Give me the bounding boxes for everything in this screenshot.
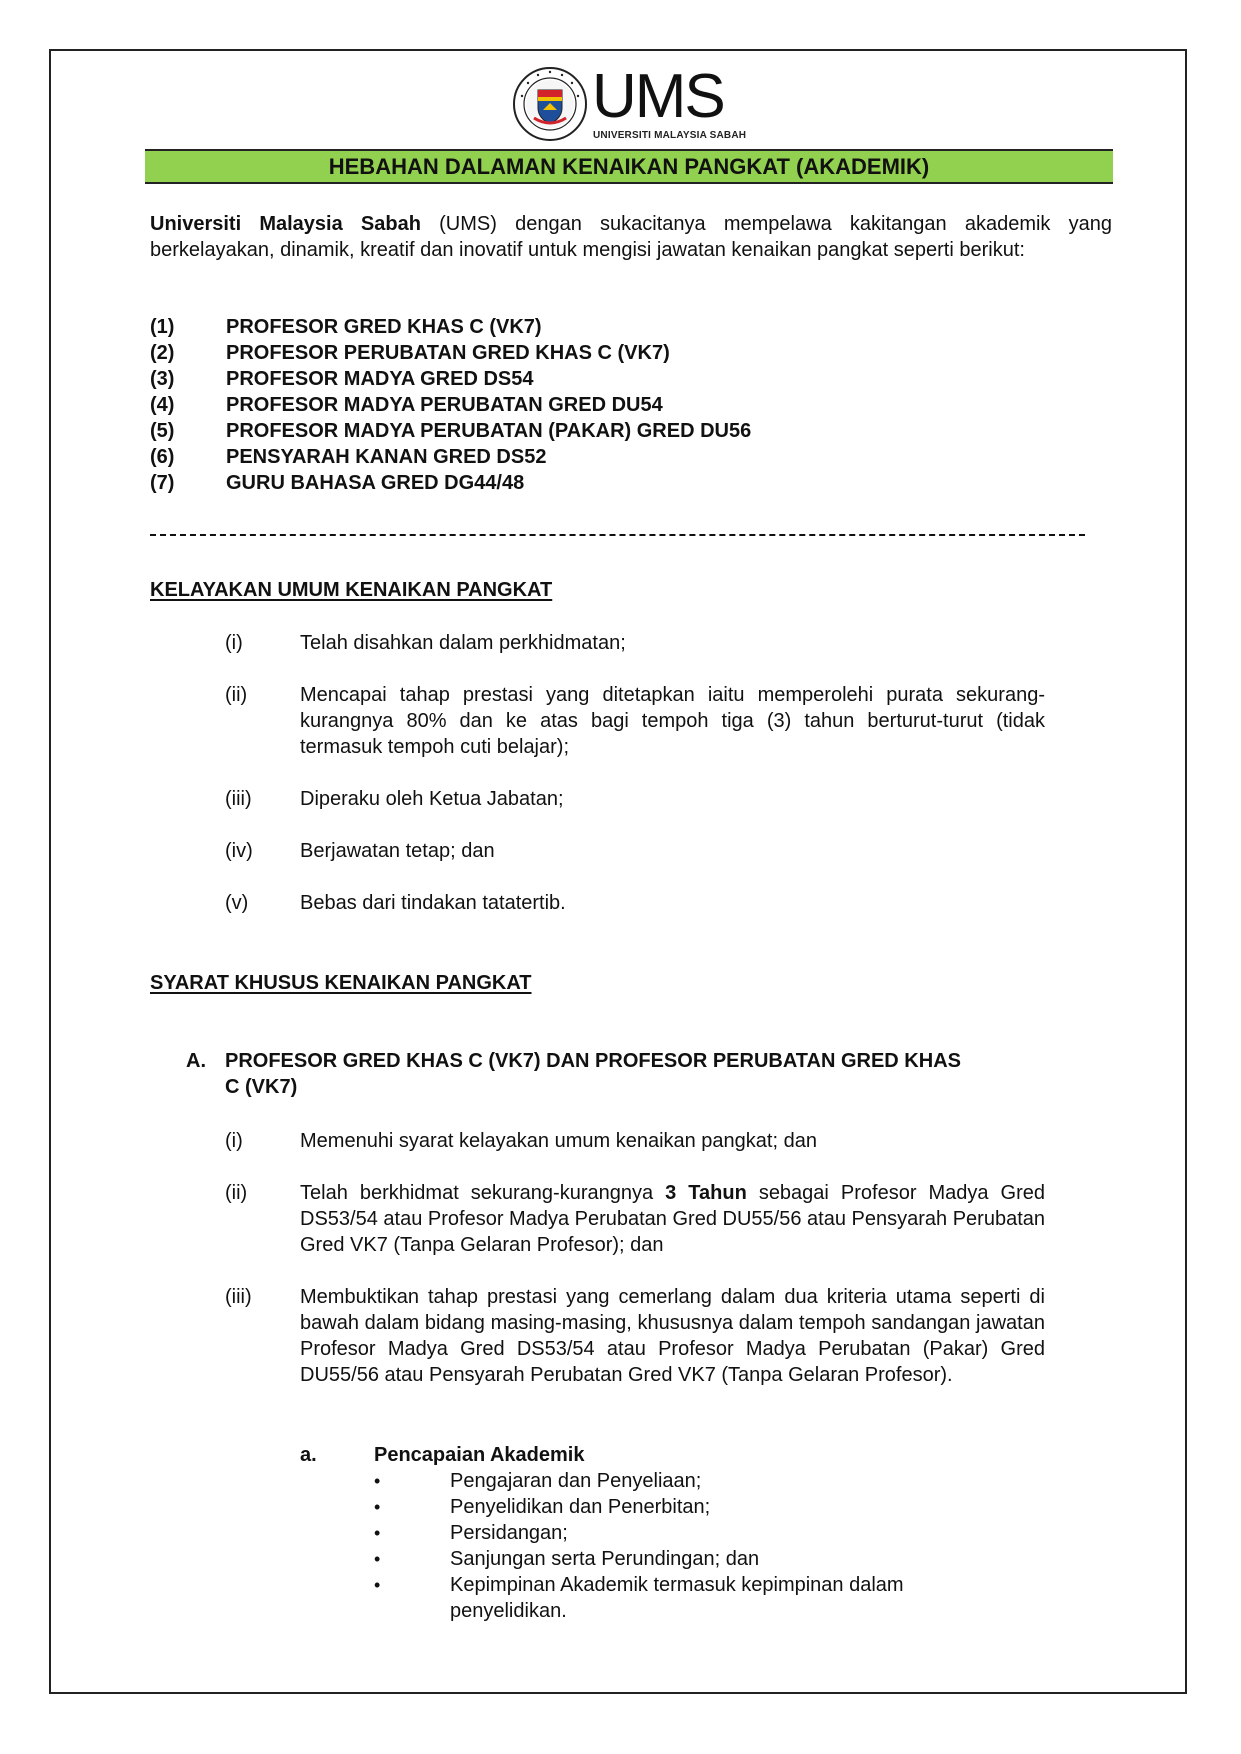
crest-icon — [512, 66, 588, 142]
position-number: (3) — [150, 368, 175, 390]
bullet-icon: • — [374, 1471, 381, 1491]
position-number: (2) — [150, 342, 175, 364]
item-text-part: Telah berkhidmat sekurang-kurangnya — [300, 1182, 666, 1204]
general-item-text: Diperaku oleh Ketua Jabatan; — [300, 788, 564, 810]
page-border — [49, 49, 1187, 1694]
general-item-number: (ii) — [225, 684, 248, 706]
bullet-text: Pengajaran dan Penyeliaan; — [450, 1470, 702, 1492]
position-item — [150, 366, 533, 392]
position-number: (1) — [150, 316, 175, 338]
general-item-text: Mencapai tahap prestasi yang ditetapkan iaitu memperolehi purata sekurang-kurangnya 80% dan ke atas bagi tempoh tiga (3) tahun berturut-turut (tidak termasuk tempoh cuti belajar); — [300, 684, 1045, 758]
logo-wordmark: UMS — [592, 62, 724, 131]
sub-a-title: Pencapaian Akademik — [374, 1444, 585, 1466]
section-a-item-text — [300, 1180, 1045, 1258]
general-item-number: (iii) — [225, 788, 252, 810]
general-item-text: Berjawatan tetap; dan — [300, 840, 495, 862]
general-item-number: (iv) — [225, 840, 253, 862]
position-number: (7) — [150, 472, 175, 494]
section-a-item-number: (iii) — [225, 1286, 252, 1308]
sub-a-letter: a. — [300, 1444, 317, 1466]
bullet-icon: • — [374, 1575, 381, 1595]
position-label: PROFESOR PERUBATAN GRED KHAS C (VK7) — [226, 342, 670, 364]
bullet-text: Penyelidikan dan Penerbitan; — [450, 1496, 711, 1518]
bullet-text: Persidangan; — [450, 1522, 568, 1544]
section-a-title-line1: PROFESOR GRED KHAS C (VK7) DAN PROFESOR PERUBATAN GRED KHAS — [225, 1050, 961, 1072]
section-a-item-text: Membuktikan tahap prestasi yang cemerlang dalam dua kriteria utama seperti di bawah dalam bidang masing-masing, khususnya dalam tempoh sandangan jawatan Profesor Madya Gred DS53/54 atau Profesor Madya Perubatan (Pakar) Gred DU55/56 atau Pensyarah Perubatan Gred VK7 (Tanpa Gelaran Profesor). — [300, 1286, 1045, 1386]
university-logo — [512, 62, 747, 150]
intro-paragraph — [150, 211, 1112, 263]
position-item — [150, 340, 670, 366]
bullet-icon: • — [374, 1497, 381, 1517]
section-a-letter: A. — [186, 1050, 206, 1072]
intro-text: (UMS) dengan sukacitanya mempelawa kakitangan akademik yang berkelayakan, dinamik, kreatif dan inovatif untuk mengisi jawatan kenaikan pangkat seperti berikut: — [150, 213, 1112, 261]
position-item — [150, 314, 542, 340]
position-label: PROFESOR MADYA GRED DS54 — [226, 368, 534, 390]
position-label: PROFESOR MADYA PERUBATAN GRED DU54 — [226, 394, 663, 416]
position-item — [150, 444, 546, 470]
bullet-icon: • — [374, 1523, 381, 1543]
position-label: GURU BAHASA GRED DG44/48 — [226, 472, 525, 494]
general-item-text: Bebas dari tindakan tatatertib. — [300, 892, 566, 914]
specific-heading: SYARAT KHUSUS KENAIKAN PANGKAT — [150, 972, 532, 994]
position-label: PROFESOR GRED KHAS C (VK7) — [226, 316, 542, 338]
position-label: PENSYARAH KANAN GRED DS52 — [226, 446, 547, 468]
item-text-bold: 3 Tahun — [665, 1182, 747, 1204]
position-number: (4) — [150, 394, 175, 416]
position-number: (6) — [150, 446, 175, 468]
general-item-number: (v) — [225, 892, 249, 914]
section-a-item-text: Memenuhi syarat kelayakan umum kenaikan pangkat; dan — [300, 1130, 817, 1152]
bullet-text: Kepimpinan Akademik termasuk kepimpinan dalam penyelidikan. — [450, 1574, 904, 1622]
logo-subtitle: UNIVERSITI MALAYSIA SABAH — [593, 130, 747, 141]
bullet-text: Sanjungan serta Perundingan; dan — [450, 1548, 760, 1570]
page-title: HEBAHAN DALAMAN KENAIKAN PANGKAT (AKADEMIK) — [145, 149, 1113, 184]
general-heading: KELAYAKAN UMUM KENAIKAN PANGKAT — [150, 579, 553, 601]
position-item — [150, 418, 751, 444]
position-label: PROFESOR MADYA PERUBATAN (PAKAR) GRED DU56 — [226, 420, 752, 442]
position-number: (5) — [150, 420, 175, 442]
section-a-item-number: (ii) — [225, 1182, 248, 1204]
dashed-divider — [150, 534, 1085, 538]
general-item-text: Telah disahkan dalam perkhidmatan; — [300, 632, 626, 654]
item-text-part: sebagai Profesor Madya Gred DS53/54 atau Profesor Madya Perubatan Gred DU55/56 atau Pensyarah Perubatan Gred VK7 (Tanpa Gelaran Profesor); dan — [300, 1182, 1045, 1256]
intro-bold-lead: Universiti Malaysia Sabah — [150, 213, 421, 235]
position-item — [150, 470, 524, 496]
bullet-icon: • — [374, 1549, 381, 1569]
section-a-item-number: (i) — [225, 1130, 243, 1152]
section-a-title-line2: C (VK7) — [225, 1076, 298, 1098]
general-item-number: (i) — [225, 632, 243, 654]
position-item — [150, 392, 663, 418]
